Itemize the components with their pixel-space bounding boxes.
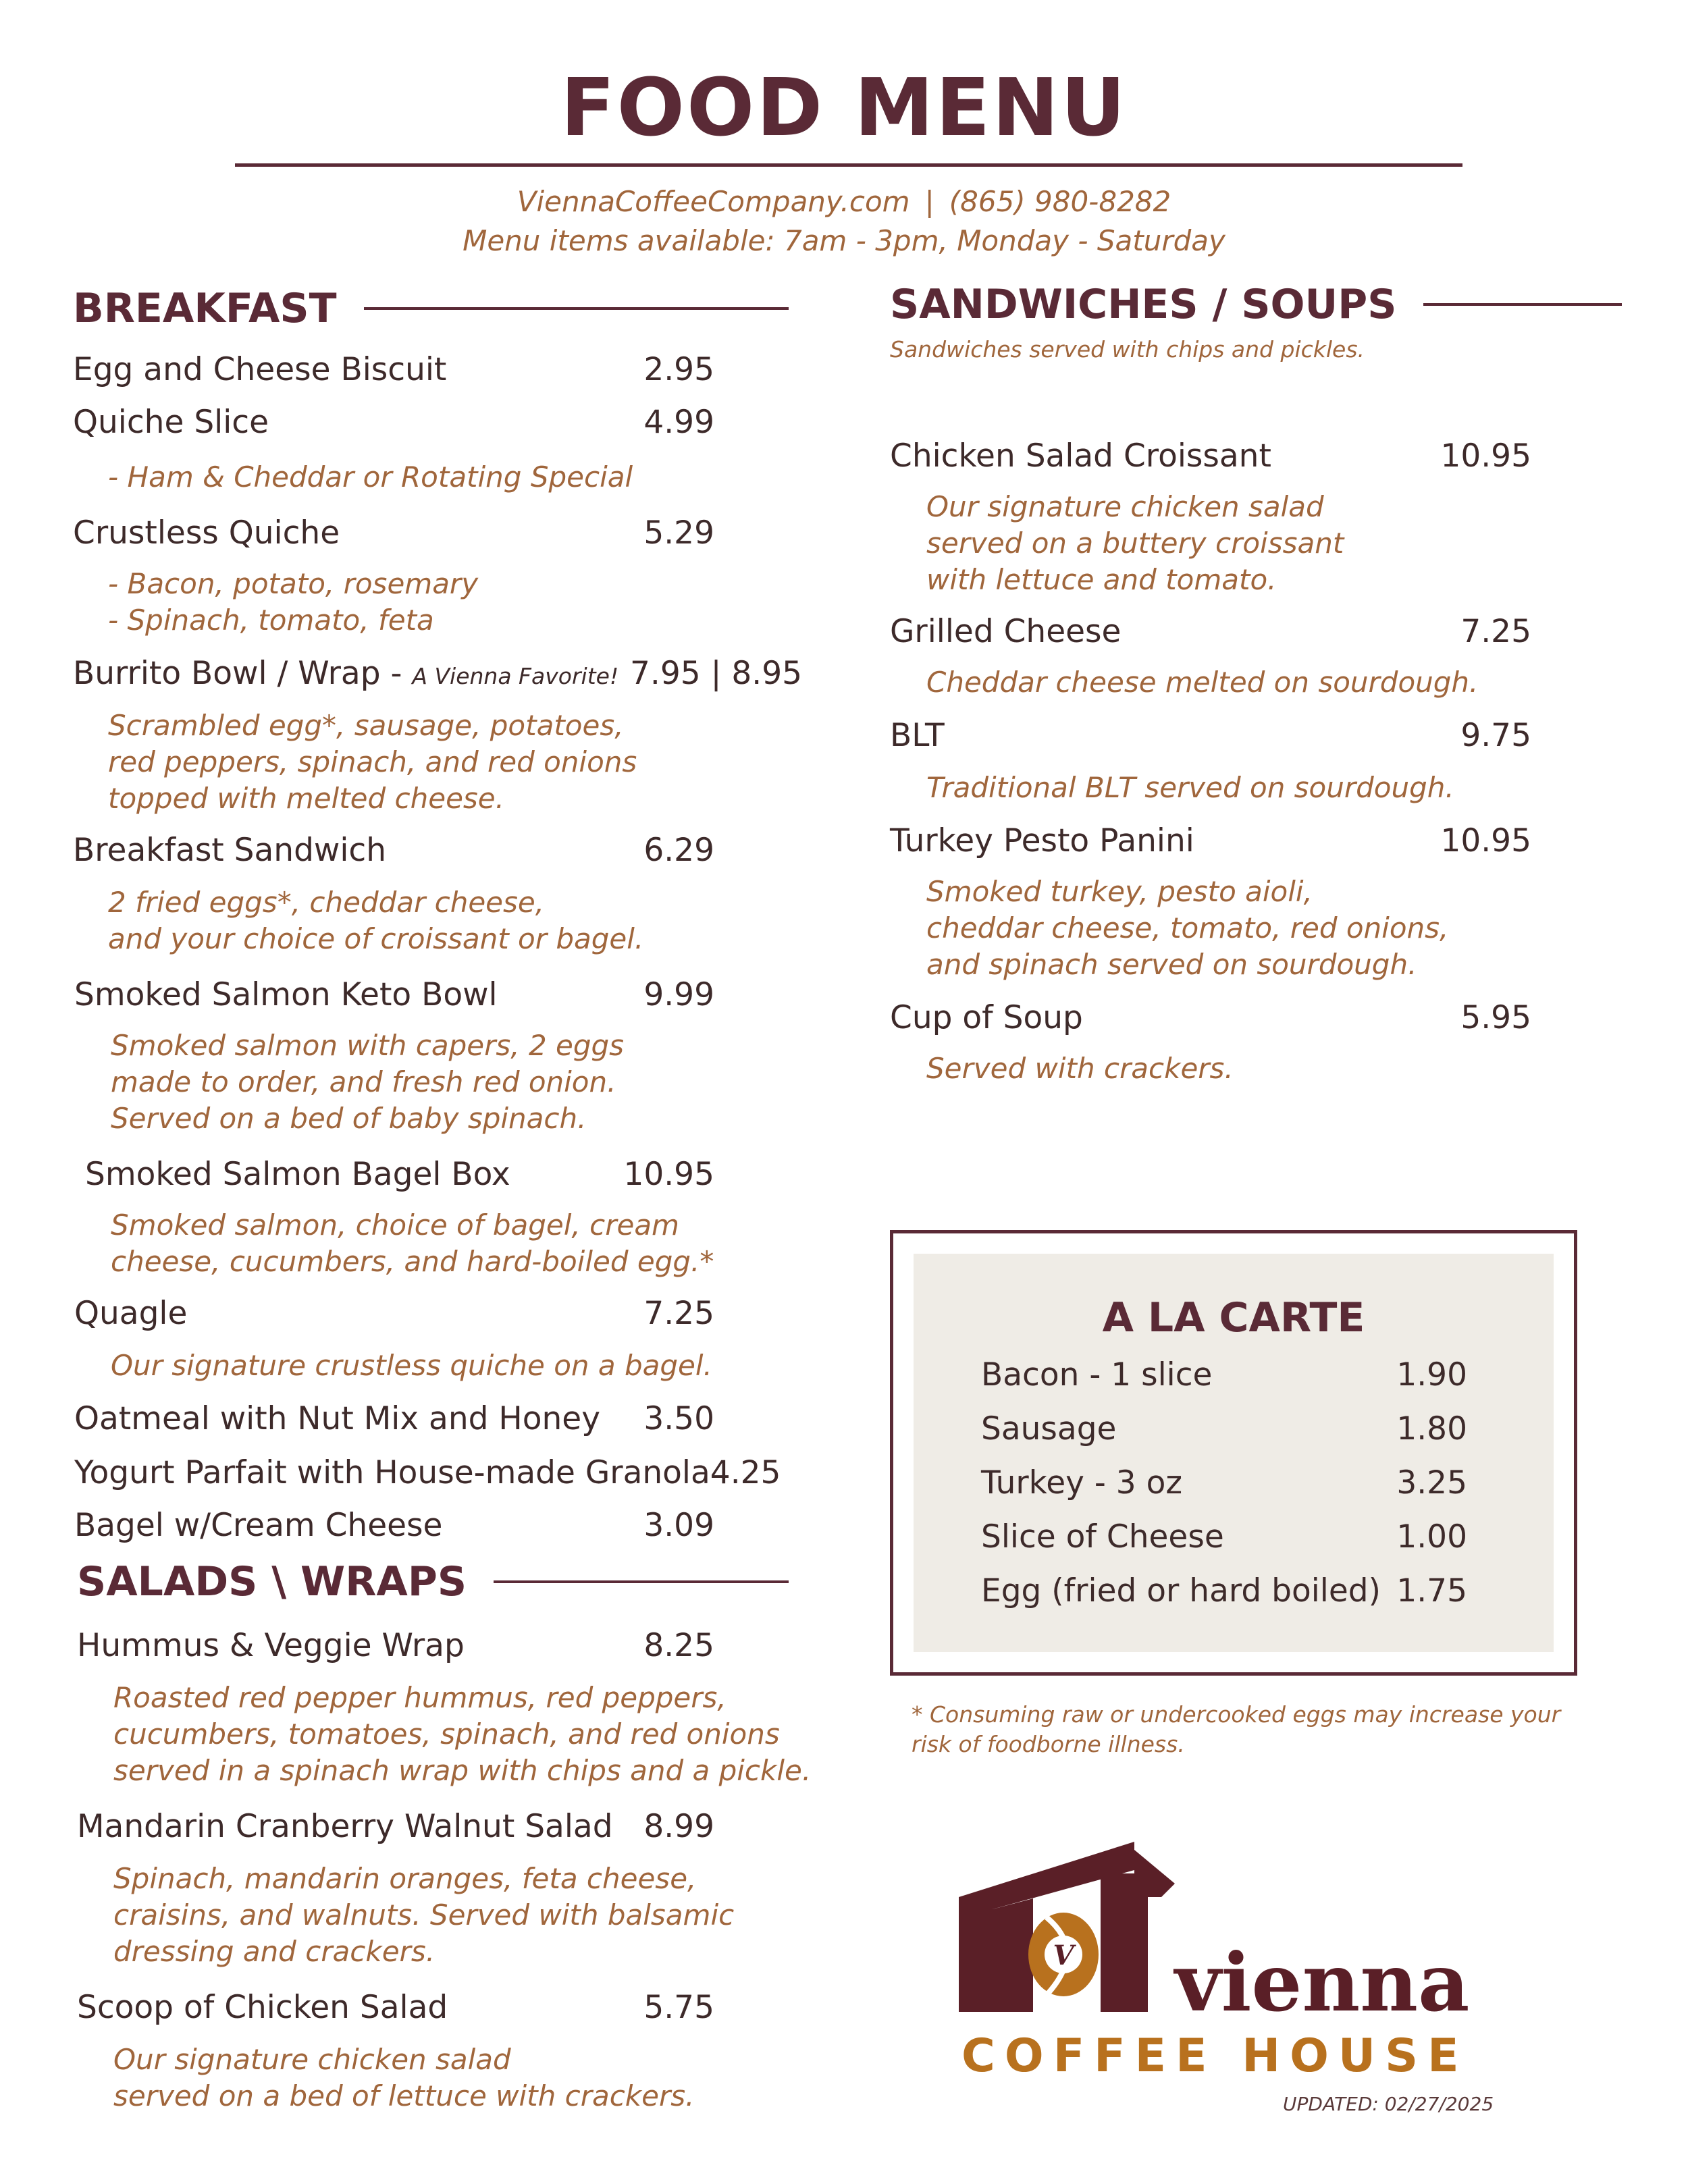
menu-item-price: 8.25 (643, 1627, 714, 1664)
menu-item-description: - Bacon, potato, rosemary - Spinach, tomato, feta (108, 567, 479, 637)
a-la-carte-item-price: 1.75 (1396, 1572, 1467, 1609)
menu-item-description: Scrambled egg*, sausage, potatoes, red peppers, spinach, and red onions topped with melted cheese. (108, 709, 637, 815)
sandwiches-heading-text: SANDWICHES / SOUPS (890, 281, 1397, 328)
menu-item-price: 10.95 (1440, 437, 1531, 475)
menu-item-name: Scoop of Chicken Salad (77, 1989, 448, 2026)
a-la-carte-item-name: Egg (fried or hard boiled) (981, 1572, 1381, 1609)
a-la-carte-item (981, 1571, 1467, 1612)
a-la-carte-box (890, 1230, 1577, 1676)
sandwiches-heading (890, 281, 1622, 328)
menu-item (77, 1807, 714, 1847)
menu-item-price: 7.25 (1460, 613, 1531, 650)
menu-item-description: Spinach, mandarin oranges, feta cheese, craisins, and walnuts. Served with balsamic dressing and crackers. (113, 1862, 735, 1968)
menu-item-name: Hummus & Veggie Wrap (77, 1627, 465, 1664)
a-la-carte-heading: A LA CARTE (1102, 1294, 1365, 1341)
a-la-carte-item-name: Slice of Cheese (981, 1518, 1224, 1555)
menu-item (74, 1294, 714, 1334)
menu-item-price: 3.50 (643, 1400, 714, 1437)
menu-item-price: 5.95 (1460, 999, 1531, 1036)
menu-item-name: Quiche Slice (73, 404, 269, 441)
menu-item (73, 513, 714, 554)
a-la-carte-item-price: 1.00 (1396, 1518, 1467, 1555)
salads-heading-text: SALADS \ WRAPS (77, 1558, 467, 1605)
sandwiches-heading-rule (1423, 303, 1622, 306)
menu-item-description: Smoked salmon with capers, 2 eggs made to order, and fresh red onion. Served on a bed of baby spinach. (111, 1029, 625, 1135)
menu-item-price: 2.95 (643, 351, 714, 388)
menu-item-description: Our signature chicken salad served on a bed of lettuce with crackers. (113, 2043, 695, 2112)
menu-hours: Menu items available: 7am - 3pm, Monday - Saturday (463, 224, 1225, 257)
raw-egg-disclaimer: * Consuming raw or undercooked eggs may increase your risk of foodborne illness. (912, 1701, 1561, 1757)
a-la-carte-item-price: 3.25 (1396, 1464, 1467, 1501)
menu-item-description: Smoked turkey, pesto aioli, cheddar cheese, tomato, red onions, and spinach served on sourdough. (926, 875, 1449, 981)
contact-separator: | (924, 185, 934, 218)
menu-item-description: Served with crackers. (926, 1052, 1234, 1085)
menu-item-price: 7.95 | 8.95 (629, 655, 802, 692)
menu-item (890, 998, 1531, 1038)
menu-item-name: Bagel w/Cream Cheese (74, 1507, 443, 1544)
menu-item-name: Turkey Pesto Panini (890, 822, 1194, 859)
menu-item-price: 10.95 (1440, 822, 1531, 859)
menu-item-price: 5.75 (643, 1989, 714, 2026)
menu-item-name: Cup of Soup (890, 999, 1083, 1036)
a-la-carte-panel (914, 1254, 1554, 1652)
menu-item-description: Cheddar cheese melted on sourdough. (926, 666, 1479, 699)
menu-item-name: Mandarin Cranberry Walnut Salad (77, 1808, 613, 1845)
logo-name: vienna (1175, 1936, 1470, 2029)
menu-item-name: BLT (890, 717, 945, 754)
menu-item-price: 7.25 (643, 1295, 714, 1332)
menu-item (73, 350, 714, 390)
a-la-carte-item (981, 1517, 1467, 1557)
a-la-carte-item (981, 1355, 1467, 1395)
page-title: FOOD MENU (560, 61, 1128, 154)
menu-item-name: Burrito Bowl / Wrap - (73, 655, 413, 692)
menu-item-description: 2 fried eggs*, cheddar cheese, and your choice of croissant or bagel. (108, 886, 644, 955)
a-la-carte-item-price: 1.80 (1396, 1410, 1467, 1447)
logo-coffee-bean-icon (1028, 1913, 1099, 1996)
menu-item (74, 1453, 781, 1493)
menu-item (77, 1626, 714, 1666)
menu-item-description: Traditional BLT served on sourdough. (926, 771, 1454, 804)
menu-item (74, 1506, 714, 1546)
menu-item-name: Smoked Salmon Keto Bowl (74, 976, 498, 1013)
menu-item-price: 4.99 (643, 404, 714, 441)
title-divider (235, 163, 1462, 167)
phone-number[interactable]: (865) 980-8282 (949, 185, 1171, 218)
menu-item-price: 6.29 (643, 832, 714, 869)
menu-item (85, 1154, 714, 1195)
menu-item (74, 1399, 714, 1439)
menu-item-name: Oatmeal with Nut Mix and Honey (74, 1400, 601, 1437)
menu-item-name: Yogurt Parfait with House-made Granola (74, 1454, 710, 1491)
menu-item-price: 9.99 (643, 976, 714, 1013)
updated-date: UPDATED: 02/27/2025 (1283, 2093, 1494, 2115)
menu-item (890, 821, 1531, 861)
menu-item-description: Our signature crustless quiche on a bagel. (111, 1349, 712, 1382)
menu-item-name: Egg and Cheese Biscuit (73, 351, 447, 388)
menu-item-description: Our signature chicken salad served on a buttery croissant with lettuce and tomato. (926, 490, 1344, 596)
contact-info (0, 182, 1688, 261)
menu-item-price: 4.25 (710, 1454, 781, 1491)
salads-heading (77, 1558, 789, 1605)
menu-item-name: Quagle (74, 1295, 188, 1332)
website-link[interactable]: ViennaCoffeeCompany.com (517, 185, 910, 218)
a-la-carte-item-name: Turkey - 3 oz (981, 1464, 1183, 1501)
menu-item (890, 716, 1531, 756)
a-la-carte-item (981, 1409, 1467, 1449)
sandwiches-note: Sandwiches served with chips and pickles. (890, 336, 1365, 363)
menu-item (77, 1988, 714, 2028)
a-la-carte-item-price: 1.90 (1396, 1356, 1467, 1393)
menu-item-name: Grilled Cheese (890, 613, 1122, 650)
a-la-carte-item (981, 1463, 1467, 1503)
menu-item (890, 612, 1531, 652)
logo-monogram: V (1053, 1940, 1074, 1971)
menu-item-name: Chicken Salad Croissant (890, 437, 1271, 475)
logo-subtitle: COFFEE HOUSE (961, 2029, 1469, 2083)
menu-item-description: - Ham & Cheddar or Rotating Special (108, 460, 633, 494)
menu-item-price: 8.99 (643, 1808, 714, 1845)
breakfast-heading (73, 285, 789, 332)
menu-item (73, 402, 714, 443)
menu-item (74, 975, 714, 1015)
menu-item-description: Roasted red pepper hummus, red peppers, cucumbers, tomatoes, spinach, and red onions served in a spinach wrap with chips and a pickle. (113, 1681, 812, 1787)
a-la-carte-item-name: Sausage (981, 1410, 1117, 1447)
breakfast-heading-text: BREAKFAST (73, 285, 337, 332)
menu-item-price: 9.75 (1460, 717, 1531, 754)
a-la-carte-item-name: Bacon - 1 slice (981, 1356, 1213, 1393)
menu-item-price: 5.29 (643, 514, 714, 552)
menu-item (890, 436, 1531, 477)
vienna-coffee-house-logo (952, 1836, 1512, 2093)
menu-item (73, 654, 802, 697)
menu-item-price: 3.09 (643, 1507, 714, 1544)
menu-item-description: Smoked salmon, choice of bagel, cream cheese, cucumbers, and hard-boiled egg.* (111, 1208, 714, 1278)
menu-item-price: 10.95 (623, 1156, 714, 1193)
menu-item-name: Breakfast Sandwich (73, 832, 387, 869)
menu-item-name: Crustless Quiche (73, 514, 340, 552)
menu-item-name: Smoked Salmon Bagel Box (85, 1156, 510, 1193)
salads-heading-rule (494, 1580, 789, 1583)
breakfast-heading-rule (364, 307, 789, 310)
favorite-tag: A Vienna Favorite! (412, 663, 619, 689)
menu-item (73, 830, 714, 871)
